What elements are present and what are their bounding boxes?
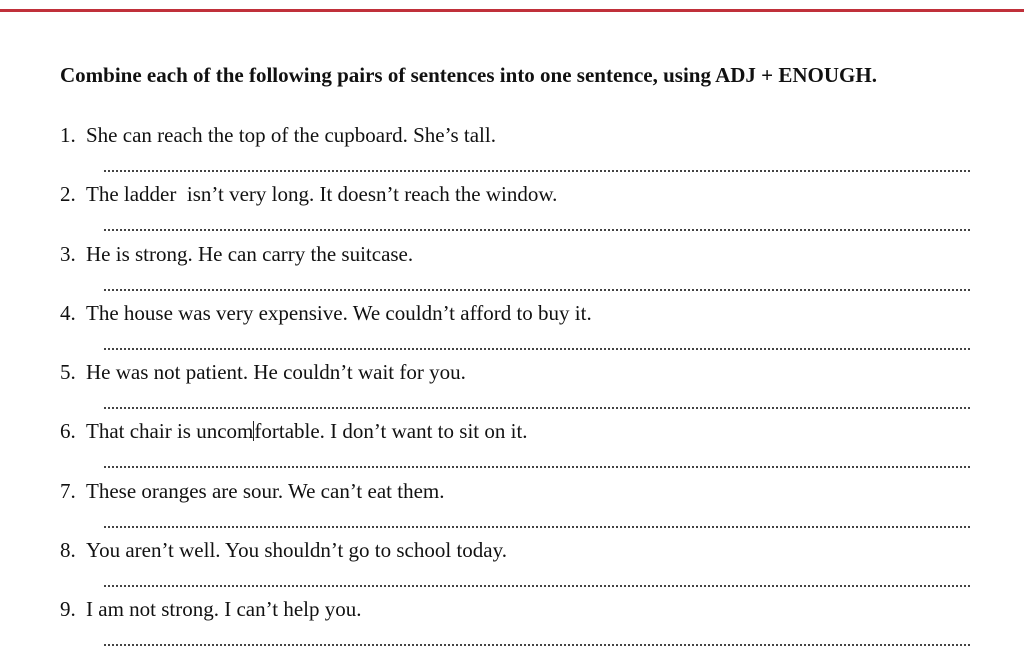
list-item [60,355,920,414]
answer-line[interactable] [104,229,970,231]
item-sentence: The ladder isn’t very long. It doesn’t reach the window. [86,182,558,207]
list-item [60,118,920,177]
answer-line[interactable] [104,289,970,291]
top-red-rule [0,9,1024,12]
item-sentence: She can reach the top of the cupboard. She’s tall. [86,123,496,147]
item-number: 8. [60,538,76,563]
item-number: 2. [60,182,76,207]
item-sentence: You aren’t well. You shouldn’t go to school today. [86,538,507,563]
item-number: 4. [60,300,76,325]
item-sentence: He was not patient. He couldn’t wait for you. [86,360,466,385]
list-item [60,533,920,592]
item-number: 9. [60,597,76,622]
list-item [60,296,920,355]
answer-line[interactable] [104,466,970,468]
instruction-heading: Combine each of the following pairs of sentences into one sentence, using ADJ + ENOUGH. [60,63,877,87]
item-sentence: The house was very expensive. We couldn’t afford to buy it. [86,300,592,325]
item-sentence-part: That chair is uncom [86,419,254,444]
list-item [60,474,920,533]
item-number: 5. [60,360,76,385]
item-sentence: I am not strong. I can’t help you. [86,597,362,622]
answer-line[interactable] [104,407,970,409]
item-sentence: These oranges are sour. We can’t eat them. [86,478,445,503]
item-sentence-part: fortable. I don’t want to sit on it. [254,419,528,444]
list-item [60,414,920,473]
item-number: 7. [60,478,76,503]
answer-line[interactable] [104,585,970,587]
answer-line[interactable] [104,348,970,350]
item-sentence: He is strong. He can carry the suitcase. [86,241,414,266]
answer-line[interactable] [104,526,970,528]
list-item [60,177,920,236]
item-number: 3. [60,241,76,266]
item-number: 1. [60,123,76,147]
list-item [60,237,920,296]
item-number: 6. [60,419,76,444]
exercise-list [60,118,920,652]
answer-line[interactable] [104,170,970,172]
list-item [60,592,920,651]
answer-line[interactable] [104,644,970,646]
